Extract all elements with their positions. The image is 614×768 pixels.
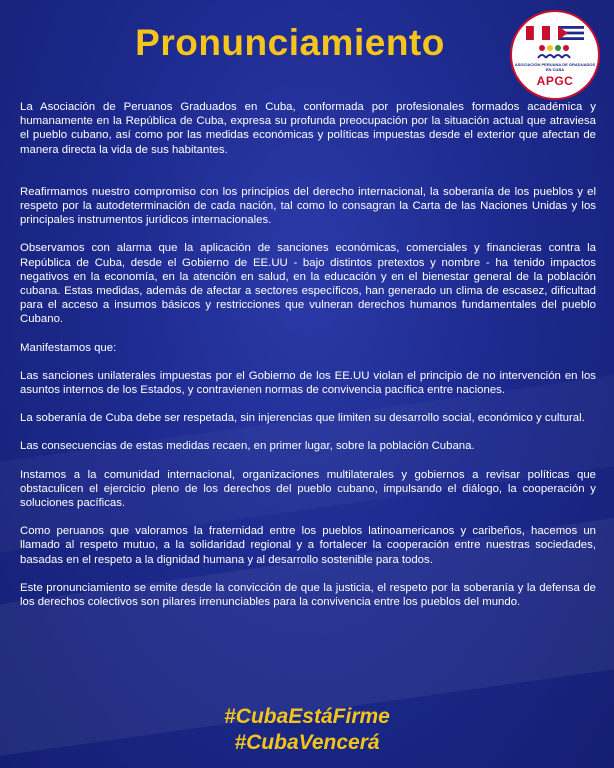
paragraph-point-3: Las consecuencias de estas medidas recaen, en primer lugar, sobre la población Cubana.: [20, 440, 475, 453]
statement-body: [20, 100, 596, 609]
paragraph-point-4: Instamos a la comunidad internacional, organizaciones multilaterales y gobiernos a revisar políticas que obstaculicen el ejercicio pleno de los derechos del pueblo cubano, impulsando el diálogo, la cooperación y soluciones pacíficas.: [20, 468, 596, 510]
logo-name: ASOCIACIÓN PERUANA DE GRADUADOS EN CUBA: [514, 62, 596, 72]
paragraph-manifest-heading: Manifestamos que:: [20, 341, 117, 354]
hashtag-cuba-vencera: #CubaVencerá: [234, 731, 380, 754]
paragraph-sanctions: Observamos con alarma que la aplicación de sanciones económicas, comerciales y financieras contra la República de Cuba, desde el Gobierno de EE.UU - bajo distintos pretextos y nombre - ha tenido impactos negativos en la economía, en la atención en salud, en la educación y en el bienestar general de la población cubana. Estas medidas, además de afectar a sectores específicos, han generado un clima de escasez, dificultad para el acceso a insumos básicos y restricciones que vulneran derechos humanos fundamentales del pueblo Cubano.: [20, 242, 596, 326]
paragraph-commitment: Reafirmamos nuestro compromiso con los principios del derecho internacional, la soberanía de los pueblos y el respeto por la autodeterminación de cada nación, tal como lo consagran la Carta de las Naciones Unidas y los principales instrumentos jurídicos internacionales.: [20, 185, 596, 227]
paragraph-point-1: Las sanciones unilaterales impuestas por el Gobierno de los EE.UU violan el principio de no intervención en los asuntos internos de los Estados, y contravienen normas de convivencia pacífica entre naciones.: [20, 369, 596, 397]
hashtag-cuba-esta-firme: #CubaEstáFirme: [224, 705, 390, 728]
logo-abbreviation: APGC: [536, 74, 574, 88]
paragraph-closing: Este pronunciamiento se emite desde la convicción de que la justicia, el respeto por la soberanía y la defensa de los derechos colectivos son pilares irrenunciables para la convivencia entre los pueblos del mundo.: [20, 581, 596, 609]
page-title: Pronunciamiento: [135, 22, 445, 63]
paragraph-point-2: La soberanía de Cuba debe ser respetada, sin injerencias que limiten su desarrollo social, económico y cultural.: [20, 412, 585, 425]
paragraph-intro: La Asociación de Peruanos Graduados en Cuba, conformada por profesionales formados académica y humanamente en la República de Cuba, expresa su profunda preocupación por la situación actual que atraviesa el pueblo cubano, así como por las medidas económicas y políticas impuestas desde el exterior que afectan de manera directa la vida de sus habitantes.: [20, 101, 596, 156]
apgc-logo: [510, 10, 600, 100]
paragraph-point-5: Como peruanos que valoramos la fraternidad entre los pueblos latinoamericanos y caribeños, hacemos un llamado al respeto mutuo, a la solidaridad regional y a fortalecer la cooperación entre nuestras sociedades, basadas en el respeto a la dignidad humana y al desarrollo sostenible para todos.: [20, 525, 596, 566]
hashtags: [0, 704, 614, 756]
